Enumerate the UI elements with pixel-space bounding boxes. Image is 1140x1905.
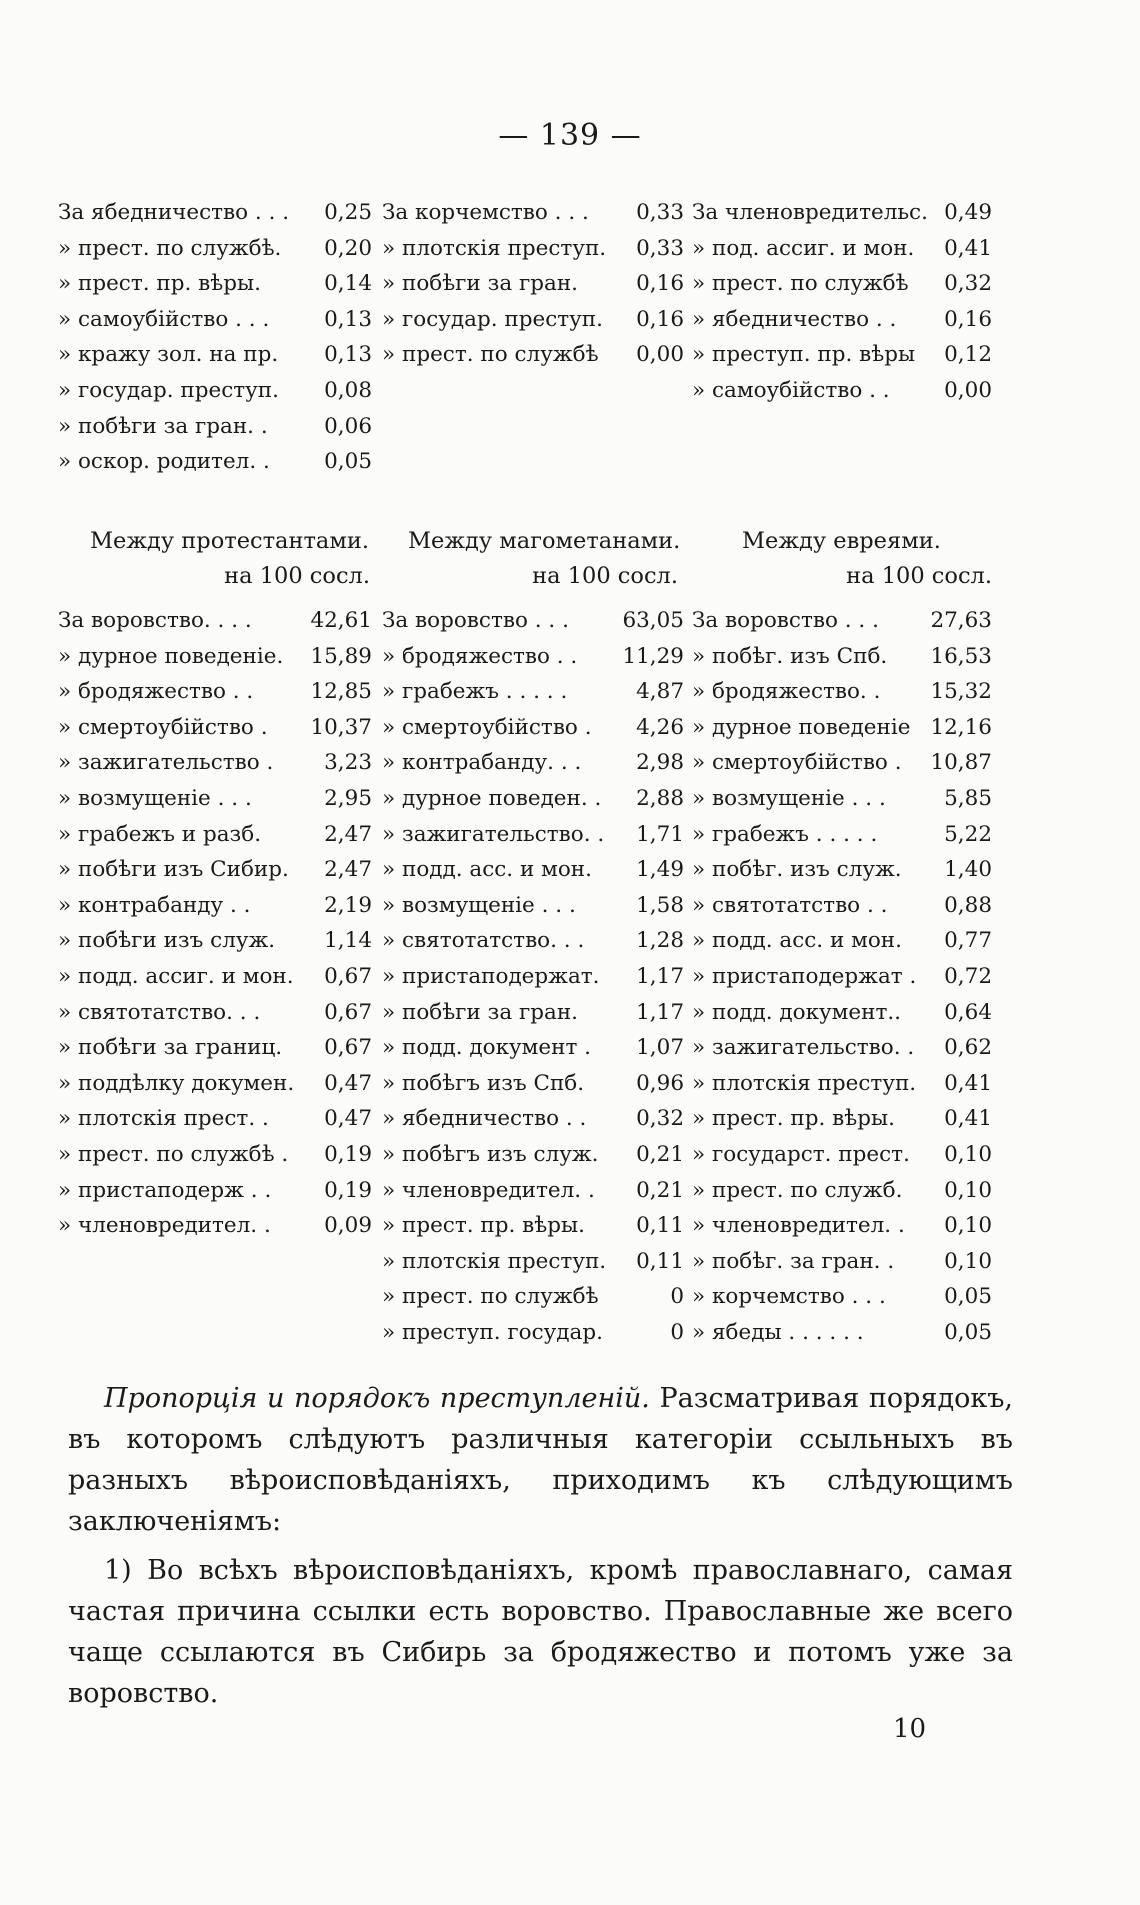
table-row bbox=[58, 232, 372, 268]
row-value: 0 bbox=[670, 1284, 684, 1310]
table-row bbox=[692, 604, 992, 640]
bottom-table-col3 bbox=[692, 604, 992, 1351]
table-row bbox=[692, 746, 992, 782]
row-value: 42,61 bbox=[310, 608, 372, 633]
table-row bbox=[58, 675, 372, 711]
row-label: » оскор. родител. . bbox=[58, 449, 270, 475]
row-value: 0,33 bbox=[636, 235, 684, 261]
row-label: » пристаподержат. bbox=[382, 963, 600, 989]
paragraph-text: Разсматривая порядокъ, въ которомъ слѣдуютъ различныя категоріи ссыльныхъ въ разныхъ вѣроисповѣданіяхъ, приходимъ къ слѣдующимъ заключеніямъ: bbox=[68, 1383, 1013, 1537]
row-value: 0,62 bbox=[944, 1035, 992, 1061]
table-row bbox=[58, 924, 372, 960]
row-value: 0,05 bbox=[944, 1284, 992, 1310]
row-label: » побѣги за гран. . bbox=[58, 413, 268, 439]
row-value: 15,89 bbox=[310, 643, 372, 669]
row-value: 0,67 bbox=[324, 1035, 372, 1061]
row-label: » подд. асс. и мон. bbox=[382, 857, 592, 883]
row-value: 0,77 bbox=[944, 928, 992, 954]
table-row bbox=[58, 303, 372, 339]
row-label: » самоубійство . . . bbox=[58, 306, 270, 332]
row-label: » прест. пр. вѣры. bbox=[382, 1213, 585, 1239]
table-row bbox=[692, 1316, 992, 1352]
table-row bbox=[382, 1209, 684, 1245]
table-row bbox=[58, 1102, 372, 1138]
row-value: 1,28 bbox=[636, 928, 684, 954]
table-row bbox=[382, 1245, 684, 1281]
table-row bbox=[382, 853, 684, 889]
row-value: 3,23 bbox=[324, 750, 372, 776]
table-row bbox=[58, 1067, 372, 1103]
row-value: 0,11 bbox=[636, 1213, 684, 1239]
row-value: 2,95 bbox=[324, 785, 372, 811]
row-value: 0,21 bbox=[636, 1177, 684, 1203]
row-label: » прест. по службѣ bbox=[382, 342, 599, 368]
row-value: 1,40 bbox=[944, 857, 992, 883]
table-row bbox=[382, 1174, 684, 1210]
row-value: 0 bbox=[670, 1319, 684, 1345]
row-label: » возмущеніе . . . bbox=[382, 892, 576, 918]
row-label: » зажигательство. . bbox=[382, 821, 605, 847]
row-value: 0,13 bbox=[324, 306, 372, 332]
row-label: » прест. по служб. bbox=[692, 1177, 903, 1203]
row-value: 0,16 bbox=[636, 306, 684, 332]
row-value: 2,47 bbox=[324, 821, 372, 847]
paragraph-proportion bbox=[68, 1378, 1013, 1542]
table-row bbox=[692, 1102, 992, 1138]
table-row bbox=[58, 996, 372, 1032]
table-row bbox=[692, 267, 992, 303]
row-label: » ябедничество . . bbox=[692, 306, 897, 332]
row-value: 0,32 bbox=[944, 271, 992, 297]
group-title-protestants: Между протестантами. bbox=[90, 528, 369, 554]
table-row bbox=[692, 338, 992, 374]
row-value: 2,88 bbox=[636, 785, 684, 811]
row-label: » корчемство . . . bbox=[692, 1284, 886, 1310]
row-label: » побѣги изъ служ. bbox=[58, 928, 276, 954]
row-label: » прест. по службѣ bbox=[382, 1284, 599, 1310]
row-label: За воровство. . . . bbox=[58, 608, 252, 633]
table-row bbox=[692, 889, 992, 925]
row-value: 16,53 bbox=[930, 643, 992, 669]
row-value: 0,49 bbox=[944, 200, 992, 225]
row-value: 0,72 bbox=[944, 963, 992, 989]
table-row bbox=[58, 1209, 372, 1245]
table-row bbox=[382, 1316, 684, 1352]
group-subtitle-muslims: на 100 сосл. bbox=[532, 563, 678, 589]
table-row bbox=[58, 853, 372, 889]
row-label: За ябедничество . . . bbox=[58, 200, 290, 225]
row-value: 0,08 bbox=[324, 377, 372, 403]
table-row bbox=[382, 267, 684, 303]
table-row bbox=[382, 604, 684, 640]
table-row bbox=[382, 1102, 684, 1138]
row-value: 0,41 bbox=[944, 235, 992, 261]
row-label: » государ. преступ. bbox=[382, 306, 603, 332]
row-value: 0,67 bbox=[324, 963, 372, 989]
row-value: 2,19 bbox=[324, 892, 372, 918]
row-label: » побѣги за границ. bbox=[58, 1035, 283, 1061]
paragraph-heading: Пропорція и порядокъ преступленій. bbox=[104, 1383, 650, 1414]
row-value: 0,14 bbox=[324, 271, 372, 297]
row-label: За воровство . . . bbox=[692, 608, 879, 633]
row-value: 0,10 bbox=[944, 1213, 992, 1239]
row-label: » побѣгъ изъ Спб. bbox=[382, 1070, 585, 1096]
row-value: 5,22 bbox=[944, 821, 992, 847]
row-value: 1,58 bbox=[636, 892, 684, 918]
row-label: » грабежъ . . . . . bbox=[382, 679, 568, 705]
table-row bbox=[58, 410, 372, 446]
table-row bbox=[58, 338, 372, 374]
row-value: 1,71 bbox=[636, 821, 684, 847]
row-value: 0,41 bbox=[944, 1106, 992, 1132]
table-row bbox=[58, 267, 372, 303]
table-row bbox=[58, 374, 372, 410]
row-value: 0,41 bbox=[944, 1070, 992, 1096]
table-row bbox=[58, 960, 372, 996]
row-value: 1,14 bbox=[324, 928, 372, 954]
row-label: » ябедничество . . bbox=[382, 1106, 587, 1132]
row-value: 12,85 bbox=[310, 679, 372, 705]
table-row bbox=[382, 1031, 684, 1067]
row-label: » подд. документ . bbox=[382, 1035, 592, 1061]
row-value: 27,63 bbox=[930, 608, 992, 633]
row-value: 0,13 bbox=[324, 342, 372, 368]
top-table-col2 bbox=[382, 196, 684, 374]
row-value: 0,16 bbox=[944, 306, 992, 332]
table-row bbox=[58, 711, 372, 747]
table-row bbox=[382, 196, 684, 232]
row-label: » смертоубійство . bbox=[382, 714, 592, 740]
row-label: » плотскія преступ. bbox=[692, 1070, 917, 1096]
table-row bbox=[58, 818, 372, 854]
row-value: 0,00 bbox=[944, 377, 992, 403]
row-value: 2,47 bbox=[324, 857, 372, 883]
row-label: » побѣг. за гран. . bbox=[692, 1248, 895, 1274]
row-label: » под. ассиг. и мон. bbox=[692, 235, 915, 261]
table-row bbox=[692, 818, 992, 854]
table-row bbox=[692, 1031, 992, 1067]
top-table-col3 bbox=[692, 196, 992, 410]
table-row bbox=[692, 996, 992, 1032]
table-row bbox=[382, 711, 684, 747]
row-label: » подд. документ.. bbox=[692, 999, 902, 1025]
table-row bbox=[692, 782, 992, 818]
table-row bbox=[692, 1067, 992, 1103]
table-row bbox=[382, 960, 684, 996]
row-label: » возмущеніе . . . bbox=[58, 785, 252, 811]
row-value: 0,12 bbox=[944, 342, 992, 368]
row-label: » членовредител. . bbox=[692, 1213, 905, 1239]
table-row bbox=[382, 1067, 684, 1103]
row-label: » бродяжество . . bbox=[58, 679, 254, 705]
row-label: » государст. прест. bbox=[692, 1141, 910, 1167]
row-value: 0,05 bbox=[324, 449, 372, 475]
table-row bbox=[58, 604, 372, 640]
row-label: » святотатство. . . bbox=[382, 928, 585, 954]
row-label: » плотскія прест. . bbox=[58, 1106, 269, 1132]
row-label: » плотскія преступ. bbox=[382, 1248, 607, 1274]
row-value: 0,47 bbox=[324, 1070, 372, 1096]
paragraph-conclusion-1: 1) Во всѣхъ вѣроисповѣданіяхъ, кромѣ православнаго, самая частая причина ссылки есть воровство. Православные же всего чаще ссылаются въ Сибирь за бродяжество и потомъ уже за воровство. bbox=[68, 1555, 1013, 1709]
page-number: — 139 — bbox=[498, 118, 642, 153]
table-row bbox=[58, 445, 372, 481]
table-row bbox=[382, 924, 684, 960]
row-label: » государ. преступ. bbox=[58, 377, 279, 403]
row-value: 0,05 bbox=[944, 1319, 992, 1345]
table-row bbox=[692, 924, 992, 960]
row-label: » прест. по службѣ . bbox=[58, 1141, 289, 1167]
table-row bbox=[692, 711, 992, 747]
table-row bbox=[58, 1031, 372, 1067]
row-label: » святотатство. . . bbox=[58, 999, 261, 1025]
table-row bbox=[382, 1138, 684, 1174]
row-label: » подд. асс. и мон. bbox=[692, 928, 902, 954]
row-value: 0,06 bbox=[324, 413, 372, 439]
table-row bbox=[692, 1245, 992, 1281]
group-title-jews: Между евреями. bbox=[742, 528, 941, 554]
row-value: 11,29 bbox=[622, 643, 684, 669]
bottom-table-col1 bbox=[58, 604, 372, 1245]
row-value: 0,09 bbox=[324, 1213, 372, 1239]
table-row bbox=[382, 675, 684, 711]
signature-mark: 10 bbox=[893, 1714, 927, 1744]
row-label: » дурное поведеніе. bbox=[58, 643, 284, 669]
row-value: 0,64 bbox=[944, 999, 992, 1025]
row-value: 12,16 bbox=[930, 714, 992, 740]
row-value: 0,19 bbox=[324, 1177, 372, 1203]
row-label: » бродяжество. . bbox=[692, 679, 881, 705]
row-value: 0,19 bbox=[324, 1141, 372, 1167]
table-row bbox=[692, 640, 992, 676]
row-value: 0,88 bbox=[944, 892, 992, 918]
row-label: » смертоубійство . bbox=[58, 714, 268, 740]
row-value: 0,10 bbox=[944, 1177, 992, 1203]
row-value: 0,67 bbox=[324, 999, 372, 1025]
row-label: » контрабанду. . . bbox=[382, 750, 582, 776]
table-row bbox=[58, 782, 372, 818]
row-label: » членовредител. . bbox=[58, 1213, 271, 1239]
row-value: 0,10 bbox=[944, 1141, 992, 1167]
row-value: 63,05 bbox=[622, 608, 684, 633]
row-label: » побѣг. изъ Спб. bbox=[692, 643, 888, 669]
row-value: 1,49 bbox=[636, 857, 684, 883]
table-row bbox=[382, 996, 684, 1032]
row-label: За корчемство . . . bbox=[382, 200, 589, 225]
table-row bbox=[58, 746, 372, 782]
row-label: » плотскія преступ. bbox=[382, 235, 607, 261]
table-row bbox=[692, 1209, 992, 1245]
row-value: 0,32 bbox=[636, 1106, 684, 1132]
table-row bbox=[692, 232, 992, 268]
row-value: 15,32 bbox=[930, 679, 992, 705]
bottom-table-col2 bbox=[382, 604, 684, 1351]
group-subtitle-jews: на 100 сосл. bbox=[846, 563, 992, 589]
table-row bbox=[692, 675, 992, 711]
row-label: » пристаподержат . bbox=[692, 963, 917, 989]
table-row bbox=[382, 746, 684, 782]
table-row bbox=[692, 374, 992, 410]
row-label: » святотатство . . bbox=[692, 892, 888, 918]
row-label: » дурное поведен. . bbox=[382, 785, 602, 811]
table-row bbox=[382, 232, 684, 268]
row-label: » дурное поведеніе bbox=[692, 714, 911, 740]
table-row bbox=[58, 196, 372, 232]
table-row bbox=[692, 303, 992, 339]
row-label: » пристаподерж . . bbox=[58, 1177, 272, 1203]
row-value: 0,47 bbox=[324, 1106, 372, 1132]
row-value: 0,10 bbox=[944, 1248, 992, 1274]
row-value: 0,33 bbox=[636, 200, 684, 225]
group-subtitle-protestants: на 100 сосл. bbox=[224, 563, 370, 589]
row-label: » побѣгъ изъ служ. bbox=[382, 1141, 599, 1167]
row-label: » зажигательство. . bbox=[692, 1035, 915, 1061]
table-row bbox=[382, 338, 684, 374]
row-label: » побѣг. изъ служ. bbox=[692, 857, 902, 883]
row-label: » побѣги за гран. bbox=[382, 999, 578, 1025]
row-label: За воровство . . . bbox=[382, 608, 569, 633]
group-title-muslims: Между магометанами. bbox=[408, 528, 681, 554]
table-row bbox=[382, 1280, 684, 1316]
table-row bbox=[692, 853, 992, 889]
table-row bbox=[58, 640, 372, 676]
row-value: 0,21 bbox=[636, 1141, 684, 1167]
row-label: » побѣги изъ Сибир. bbox=[58, 857, 289, 883]
row-label: » самоубійство . . bbox=[692, 377, 890, 403]
row-label: » контрабанду . . bbox=[58, 892, 251, 918]
row-value: 0,16 bbox=[636, 271, 684, 297]
row-label: » возмущеніе . . . bbox=[692, 785, 886, 811]
table-row bbox=[692, 1280, 992, 1316]
table-row bbox=[382, 782, 684, 818]
row-value: 0,96 bbox=[636, 1070, 684, 1096]
row-label: » преступ. пр. вѣры bbox=[692, 342, 916, 368]
row-value: 2,98 bbox=[636, 750, 684, 776]
row-label: » преступ. государ. bbox=[382, 1319, 603, 1345]
row-label: » прест. по службѣ. bbox=[58, 235, 282, 261]
row-label: » побѣги за гран. bbox=[382, 271, 578, 297]
row-value: 0,20 bbox=[324, 235, 372, 261]
row-value: 0,00 bbox=[636, 342, 684, 368]
row-label: » прест. по службѣ bbox=[692, 271, 909, 297]
table-row bbox=[58, 889, 372, 925]
table-row bbox=[692, 960, 992, 996]
row-label: » кражу зол. на пр. bbox=[58, 342, 279, 368]
row-label: » смертоубійство . bbox=[692, 750, 902, 776]
top-table-col1 bbox=[58, 196, 372, 481]
table-row bbox=[382, 818, 684, 854]
table-row bbox=[382, 640, 684, 676]
row-value: 0,25 bbox=[324, 200, 372, 225]
table-row bbox=[692, 1138, 992, 1174]
row-value: 4,87 bbox=[636, 679, 684, 705]
row-value: 1,17 bbox=[636, 963, 684, 989]
row-label: » грабежъ и разб. bbox=[58, 821, 262, 847]
row-label: » подд. ассиг. и мон. bbox=[58, 963, 294, 989]
row-label: » бродяжество . . bbox=[382, 643, 578, 669]
row-label: » членовредител. . bbox=[382, 1177, 595, 1203]
row-value: 4,26 bbox=[636, 714, 684, 740]
row-value: 10,37 bbox=[310, 714, 372, 740]
table-row bbox=[692, 196, 992, 232]
row-label: » ябеды . . . . . . bbox=[692, 1319, 864, 1345]
row-value: 1,17 bbox=[636, 999, 684, 1025]
row-value: 10,87 bbox=[930, 750, 992, 776]
row-value: 0,11 bbox=[636, 1248, 684, 1274]
table-row bbox=[692, 1174, 992, 1210]
row-label: » поддѣлку докумен. bbox=[58, 1070, 295, 1096]
row-label: » прест. пр. вѣры. bbox=[692, 1106, 895, 1132]
table-row bbox=[382, 889, 684, 925]
table-row bbox=[382, 303, 684, 339]
row-value: 5,85 bbox=[944, 785, 992, 811]
row-label: » прест. пр. вѣры. bbox=[58, 271, 261, 297]
row-value: 1,07 bbox=[636, 1035, 684, 1061]
table-row bbox=[58, 1138, 372, 1174]
prose bbox=[68, 1378, 1013, 1714]
row-label: » зажигательство . bbox=[58, 750, 274, 776]
row-label: За членовредительс. bbox=[692, 200, 928, 225]
row-label: » грабежъ . . . . . bbox=[692, 821, 878, 847]
table-row bbox=[58, 1174, 372, 1210]
